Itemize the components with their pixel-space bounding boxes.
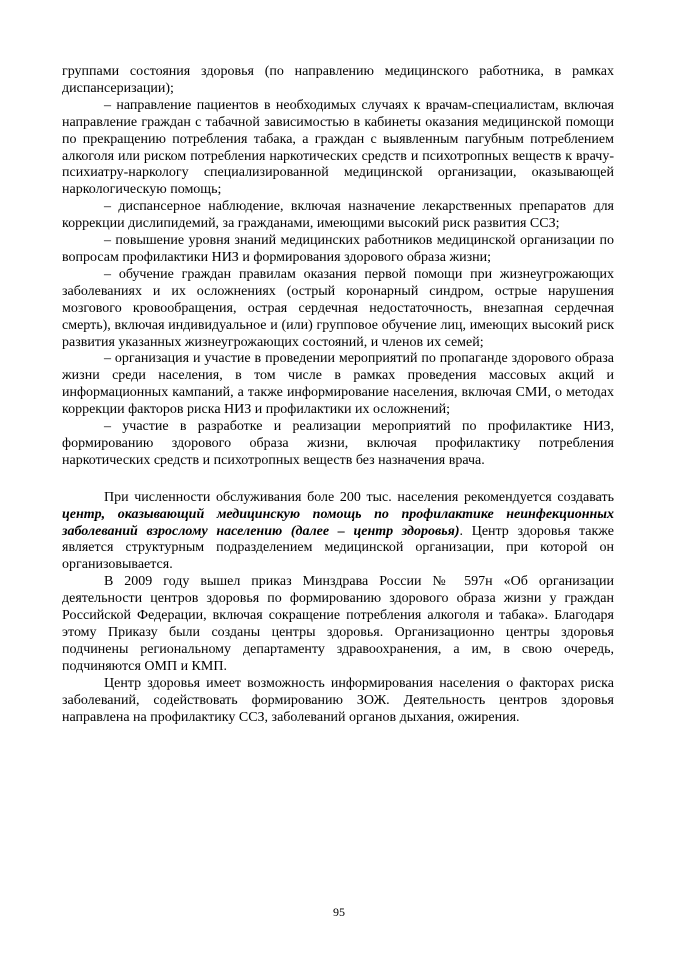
list-item-staff-training: – повышение уровня знаний медицинских работников медицинской организации по вопросам профилактики НИЗ и формирования здорового образа жизни;: [62, 233, 614, 265]
list-item-programs: – участие в разработке и реализации мероприятий по профилактике НИЗ, формированию здорового образа жизни, включая профилактику потребления наркотических средств и психотропных веществ без назначения врача.: [62, 419, 614, 468]
health-center-text-after: . Центр здоровья также является структурным подразделением медицинской организации, при которой он организовывается.: [62, 523, 614, 573]
list-item-referral: – направление пациентов в необходимых случаях к врачам-специалистам, включая направление граждан с табачной зависимостью в кабинеты оказания медицинской помощи по прекращению потребления табака, а граждан с выявленным пагубным потреблением алкоголя или риском потребления наркотических средств и психотропных веществ к врачу-психиатру-наркологу специализированной медицинской организации, оказывающей наркологическую помощь;: [62, 97, 614, 198]
list-item-promotion: – организация и участие в проведении мероприятий по пропаганде здорового образа жизни среди населения, в том числе в рамках проведения массовых акций и информационных кампаний, а также информирование населения, включая СМИ, о методах коррекции факторов риска НИЗ и профилактики их осложнений;: [62, 351, 614, 418]
list-item-first-aid: – обучение граждан правилам оказания первой помощи при жизнеугрожающих заболеваниях и их осложнениях (острый коронарный синдром, острые нарушения мозгового кровообращения, острая сердечная недостаточность, внезапная сердечная смерть), включая индивидуальное и (или) групповое обучение лиц, имеющих высокий риск развития указанных жизнеугрожающих состояний, и членов их семей;: [62, 266, 614, 350]
document-page: [62, 64, 614, 726]
page-number: 95: [333, 905, 345, 919]
health-center-definition: центр, оказывающий медицинскую помощь по профилактике неинфекционных заболеваний взрослому населению (далее – центр здоровья): [62, 506, 614, 539]
list-item-dispensary: – диспансерное наблюдение, включая назначение лекарственных препаратов для коррекции дислипидемий, за гражданами, имеющими высокий риск развития ССЗ;: [62, 199, 614, 232]
order-597n-paragraph: В 2009 году вышел приказ Минздрава России № 597н «Об организации деятельности центров здоровья по формированию здорового образа жизни у граждан Российской Федерации, включая сокращение потребления алкоголя и табака». Благодаря этому Приказу были созданы центры здоровья. Организационно центры здоровья подчинены региональному департаменту здравоохранения, а им, в свою очередь, подчиняются ОМП и КМП.: [62, 574, 614, 674]
list-continuation: группами состояния здоровья (по направлению медицинского работника, в рамках диспансеризации);: [62, 64, 614, 96]
health-center-capability-paragraph: Центр здоровья имеет возможность информирования населения о факторах риска заболеваний, содействовать формированию ЗОЖ. Деятельность центров здоровья направлена на профилактику ССЗ, заболеваний органов дыхания, ожирения.: [62, 675, 614, 725]
health-center-paragraph: [62, 490, 614, 575]
health-center-text-before: При численности обслуживания боле 200 тыс. населения рекомендуется создавать: [104, 489, 614, 505]
